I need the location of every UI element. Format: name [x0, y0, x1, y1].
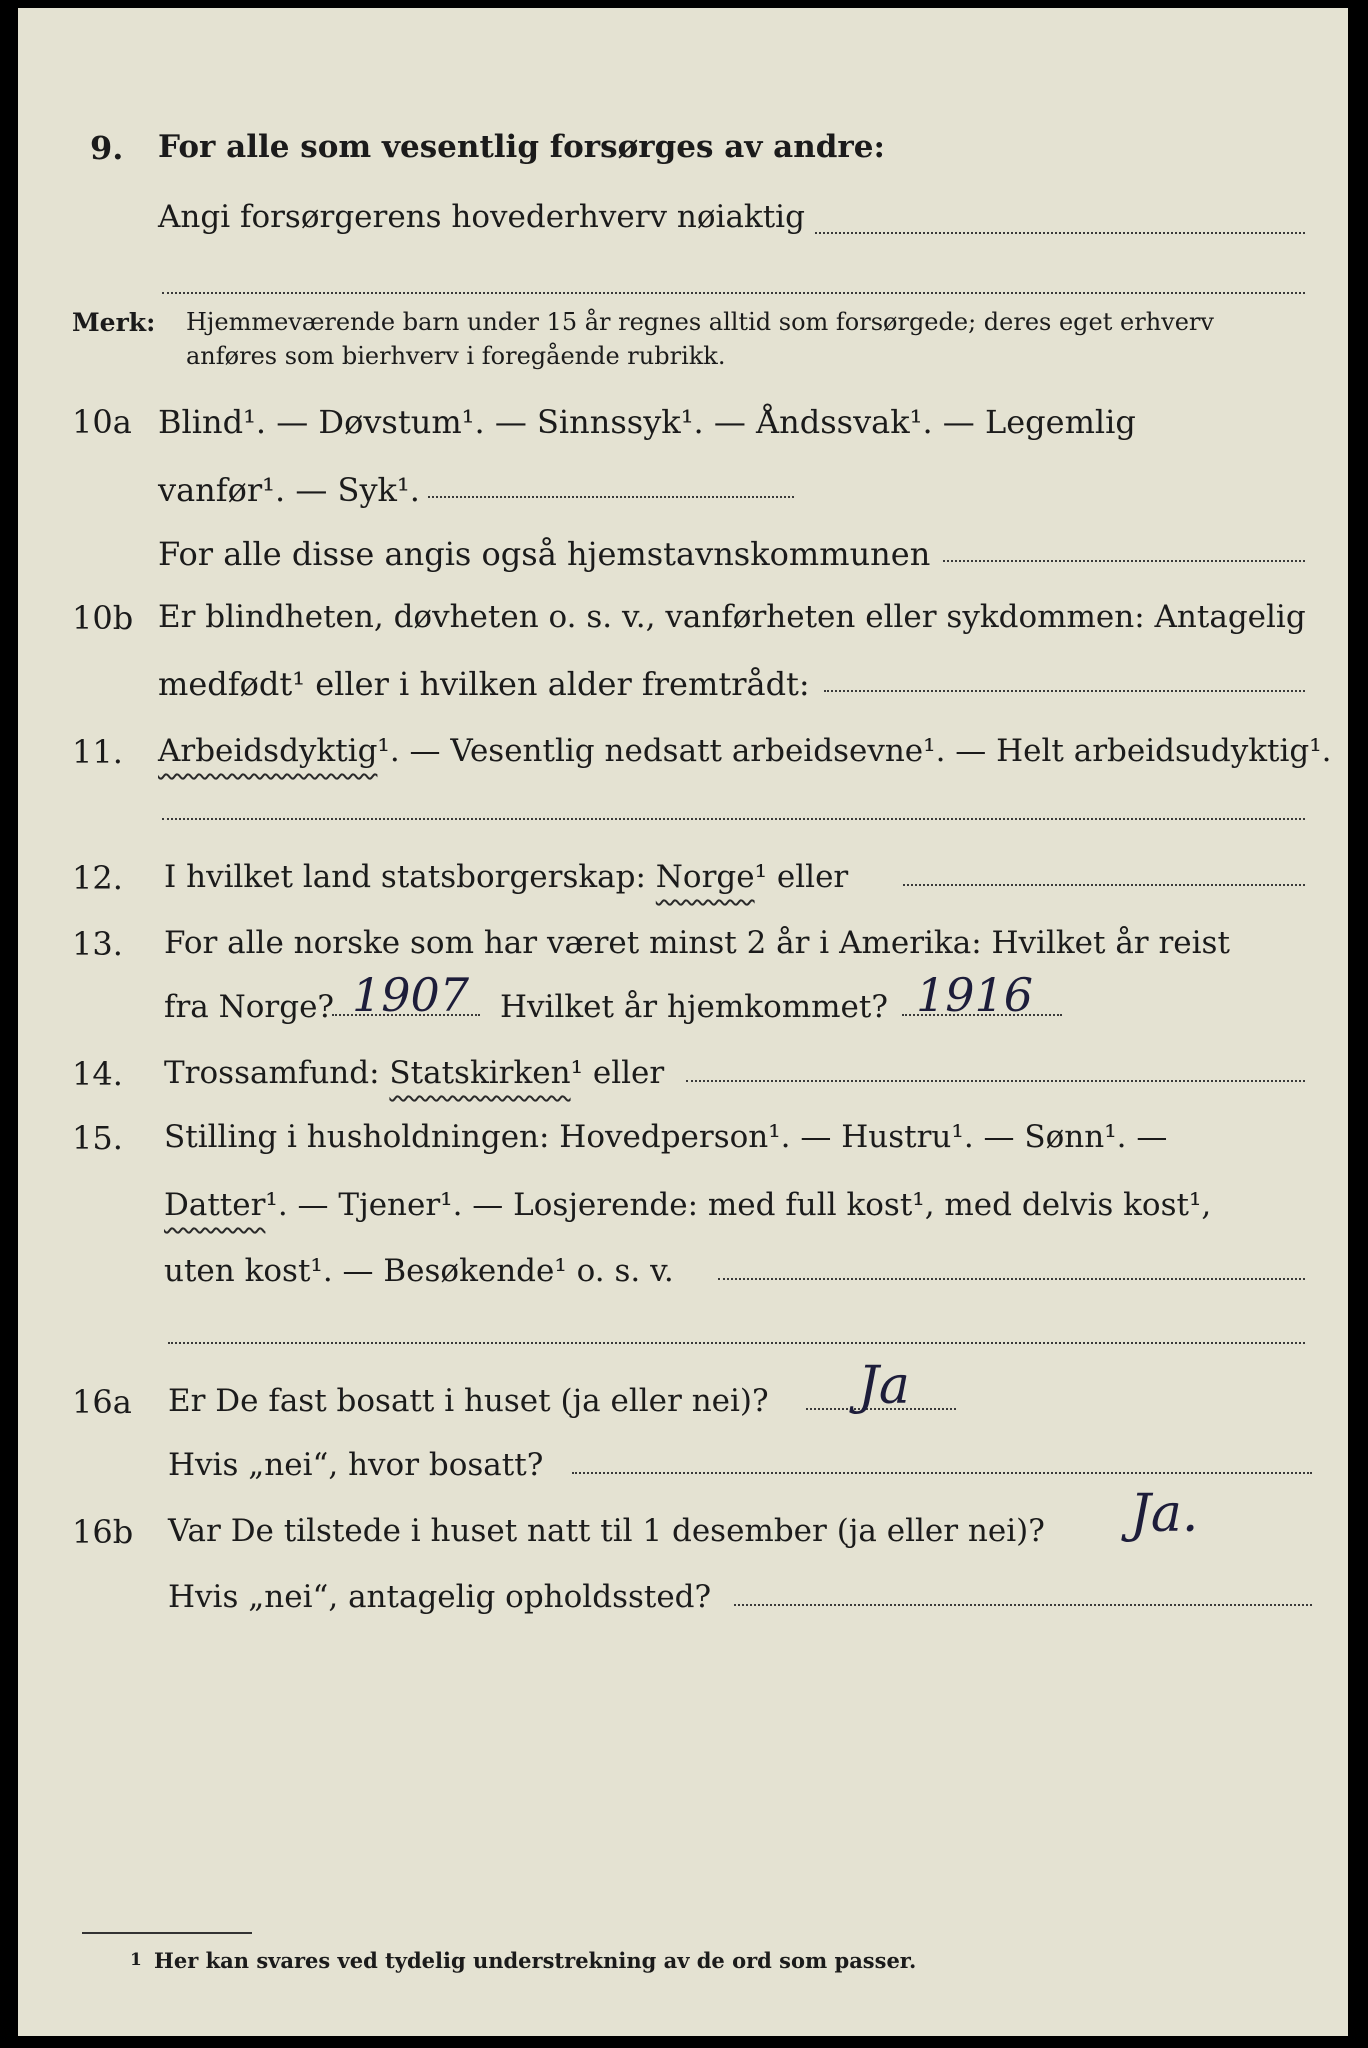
q10a-line2: vanfør¹. — Syk¹.	[158, 471, 420, 509]
q10b-answer-line	[824, 690, 1305, 692]
q10a-answer-line-2	[943, 560, 1305, 562]
q12-selected-norge: Norge	[655, 859, 755, 895]
q15-line1: Stilling i husholdningen: Hovedperson¹. — Hustru¹. — Sønn¹. —	[164, 1119, 1168, 1155]
q9-line2: Angi forsørgerens hovederhverv nøiaktig	[158, 199, 805, 235]
q14-selected-statskirken: Statskirken	[389, 1055, 571, 1091]
q10a-line3: For alle disse angis også hjemstavnskommunen	[158, 535, 931, 573]
q16b-answer: Ja.	[1130, 1484, 1199, 1544]
q12-line	[164, 859, 849, 895]
q13-number: 13.	[72, 925, 123, 963]
merk-line1: Hjemmeværende barn under 15 år regnes alltid som forsørgede; deres eget erhverv	[186, 308, 1214, 336]
q10a-answer-line	[428, 496, 794, 498]
q15-line3: uten kost¹. — Besøkende¹ o. s. v.	[164, 1253, 674, 1289]
q11-selected-arbeidsdyktig: Arbeidsdyktig	[158, 733, 378, 769]
q16b-answer-line	[734, 1604, 1312, 1606]
q15-line2	[164, 1187, 1212, 1223]
q9-number: 9.	[90, 129, 124, 167]
q9-answer-line	[815, 232, 1305, 234]
q11-number: 11.	[72, 733, 123, 771]
q12-question: I hvilket land statsborgerskap:	[164, 859, 646, 895]
form-sheet	[18, 8, 1348, 2036]
footnote-text: Her kan svares ved tydelig understrekning av de ord som passer.	[154, 1948, 917, 1973]
q13-line1: For alle norske som har været minst 2 år i Amerika: Hvilket år reist	[164, 925, 1230, 961]
q10b-number: 10b	[72, 599, 134, 637]
q13-answer-hjem: 1916	[916, 968, 1034, 1022]
q16a-line2: Hvis „nei“, hvor bosatt?	[168, 1447, 544, 1483]
q14-eller: ¹ eller	[570, 1055, 665, 1091]
merk-label: Merk:	[72, 308, 156, 337]
q16b-number: 16b	[72, 1513, 134, 1551]
q16b-line2: Hvis „nei“, antagelig opholdssted?	[168, 1579, 712, 1615]
q12-eller: ¹ eller	[754, 859, 849, 895]
q15-answer-line	[718, 1278, 1305, 1280]
q13-line2b: Hvilket år hjemkommet?	[500, 989, 888, 1025]
q13-line2a: fra Norge?	[164, 989, 335, 1025]
q15-answer-line-2	[168, 1342, 1305, 1344]
q11-answer-line	[162, 818, 1305, 820]
q14-answer-line	[686, 1080, 1305, 1082]
q12-answer-line	[903, 884, 1305, 886]
q10a-number: 10a	[72, 403, 132, 441]
q9-answer-line-2	[162, 292, 1305, 294]
q14-line	[164, 1055, 665, 1091]
q15-selected-datter: Datter	[164, 1187, 266, 1223]
q13-answer-reist: 1907	[352, 968, 470, 1022]
q11-rest: ¹. — Vesentlig nedsatt arbeidsevne¹. — Helt arbeidsudyktig¹.	[377, 733, 1332, 769]
q16b-line1: Var De tilstede i huset natt til 1 desember (ja eller nei)?	[168, 1513, 1045, 1549]
footnote-rule	[82, 1932, 252, 1934]
q16a-line1: Er De fast bosatt i huset (ja eller nei)?	[168, 1383, 769, 1419]
q14-number: 14.	[72, 1055, 123, 1093]
q15-number: 15.	[72, 1119, 123, 1157]
q12-number: 12.	[72, 859, 123, 897]
q15-line2-rest: ¹. — Tjener¹. — Losjerende: med full kost¹, med delvis kost¹,	[265, 1187, 1212, 1223]
q10a-line1: Blind¹. — Døvstum¹. — Sinnssyk¹. — Åndssvak¹. — Legemlig	[158, 403, 1136, 441]
q10b-line1: Er blindheten, døvheten o. s. v., vanførheten eller sykdommen: Antagelig	[158, 599, 1306, 635]
q16a-number: 16a	[72, 1383, 132, 1421]
q16a-line2-answer-line	[572, 1472, 1312, 1474]
footnote-mark: 1	[130, 1950, 142, 1970]
q9-line1: For alle som vesentlig forsørges av andre:	[158, 129, 885, 165]
q10b-line2: medfødt¹ eller i hvilken alder fremtrådt:	[158, 665, 810, 703]
q16a-answer: Ja	[858, 1356, 910, 1416]
q11-line	[158, 733, 1332, 769]
merk-line2: anføres som bierhverv i foregående rubrikk.	[186, 342, 726, 370]
q14-question: Trossamfund:	[164, 1055, 380, 1091]
